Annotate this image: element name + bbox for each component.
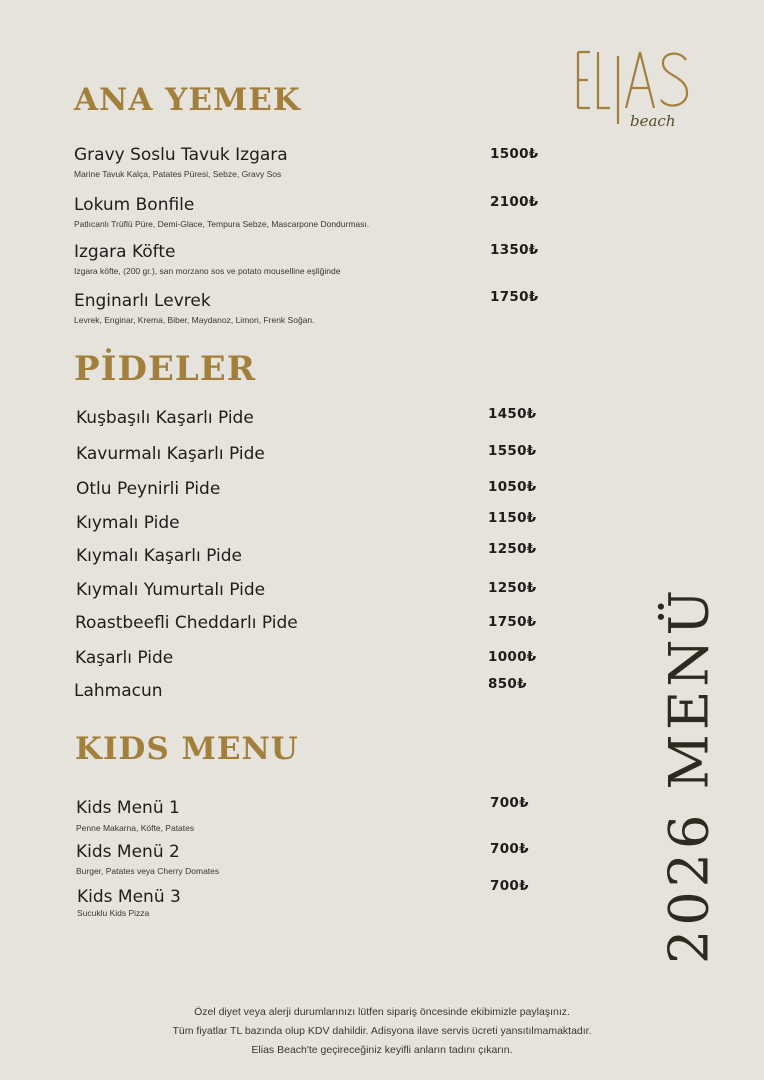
item-description: Marine Tavuk Kalça, Patates Püresi, Sebze, Gravy Sos (74, 169, 282, 179)
section-title-ana-yemek: ANA YEMEK (74, 82, 301, 118)
item-description: Penne Makarna, Köfte, Patates (76, 823, 195, 833)
item-price: 1550₺ (488, 443, 537, 459)
item-name: Kids Menü 2 (76, 842, 180, 862)
elias-beach-logo (560, 46, 700, 136)
item-name: Kaşarlı Pide (75, 648, 174, 668)
section-title-kids-menu: KIDS MENU (75, 731, 299, 767)
footer-line: Tüm fiyatlar TL bazında olup KDV dahildir. Adisyona ilave servis ücreti yansıtılmamaktadır. (172, 1025, 592, 1037)
item-price: 1450₺ (488, 406, 537, 422)
item-price: 700₺ (490, 878, 529, 894)
item-name: Gravy Soslu Tavuk Izgara (74, 145, 288, 165)
item-name: Kıymalı Yumurtalı Pide (76, 580, 266, 600)
footer-line: Özel diyet veya alerji durumlarınızı lütfen sipariş öncesinde ekibimizle paylaşınız. (194, 1006, 570, 1018)
item-price: 1150₺ (488, 510, 537, 526)
item-description: Levrek, Enginar, Krema, Biber, Maydanoz, Limon, Frenk Soğan. (74, 315, 315, 325)
item-price: 2100₺ (490, 194, 539, 210)
item-name: Lokum Bonfile (74, 195, 195, 215)
item-price: 700₺ (490, 841, 529, 857)
item-price: 850₺ (488, 676, 527, 692)
item-price: 1750₺ (490, 289, 539, 305)
item-name: Lahmacun (74, 681, 163, 701)
section-title-pideler: PİDELER (74, 349, 256, 389)
item-name: Kıymalı Kaşarlı Pide (76, 546, 242, 566)
item-description: Izgara köfte, (200 gr.), san morzano sos ve potato mouselline eşliğinde (74, 266, 341, 276)
item-price: 700₺ (490, 795, 529, 811)
item-description: Patlıcanlı Trüflü Püre, Demi-Glace, Tempura Sebze, Mascarpone Dondurması. (74, 219, 370, 229)
item-price: 1250₺ (488, 580, 537, 596)
item-name: Kids Menü 1 (76, 798, 180, 818)
logo-script: beach (630, 112, 676, 130)
item-name: Enginarlı Levrek (74, 291, 211, 311)
footer-line: Elias Beach'te geçireceğiniz keyifli anların tadını çıkarın. (251, 1044, 513, 1056)
item-price: 1050₺ (488, 479, 537, 495)
item-name: Izgara Köfte (74, 242, 176, 262)
item-price: 1250₺ (488, 541, 537, 557)
item-price: 1750₺ (488, 614, 537, 630)
item-name: Kavurmalı Kaşarlı Pide (76, 444, 265, 464)
item-name: Roastbeefli Cheddarlı Pide (75, 613, 298, 633)
item-price: 1350₺ (490, 242, 539, 258)
item-name: Kıymalı Pide (76, 513, 180, 533)
item-name: Otlu Peynirli Pide (76, 479, 221, 499)
item-price: 1500₺ (490, 146, 539, 162)
footer-notes (0, 1003, 764, 1060)
item-description: Sucuklu Kids Pizza (77, 908, 150, 918)
item-name: Kids Menü 3 (77, 887, 181, 907)
item-price: 1000₺ (488, 649, 537, 665)
vertical-menu-title: 2026 MENÜ (657, 585, 721, 965)
item-description: Burger, Patates veya Cherry Domates (76, 866, 220, 876)
item-name: Kuşbaşılı Kaşarlı Pide (76, 408, 254, 428)
